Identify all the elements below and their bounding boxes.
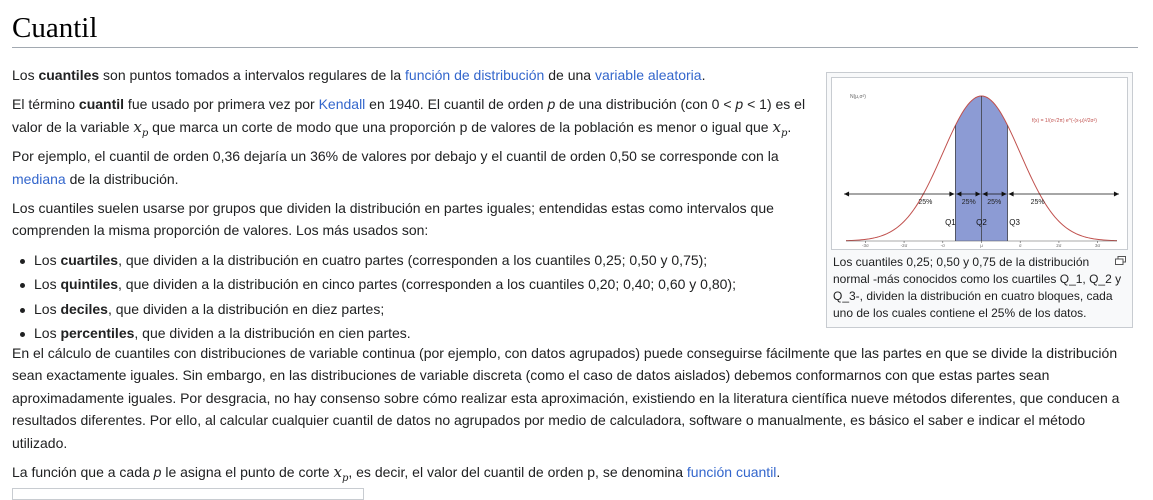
list-item: Los percentiles, que dividen a la distribución en cien partes. bbox=[34, 322, 812, 344]
tick-label: -σ bbox=[940, 243, 945, 248]
math-xp: $x_p$ bbox=[133, 117, 149, 139]
list-item: Los quintiles, que dividen a la distribución en cinco partes (corresponden a los cuantiles 0,20; 0,40; 0,60 y 0,80); bbox=[34, 273, 812, 295]
figure-thumbnail bbox=[826, 72, 1133, 328]
math-xp: $x_p$ bbox=[772, 117, 788, 139]
quartile-label: Q2 bbox=[976, 218, 987, 227]
paragraph-quantile-function: La función que a cada p le asigna el punto de corte $x_p$, es decir, el valor del cuantil de orden p, se denomina función cuantil. bbox=[12, 463, 781, 485]
tick-label: -3σ bbox=[861, 243, 869, 248]
tick-label: σ bbox=[1018, 243, 1022, 248]
percent-label: 25% bbox=[987, 199, 1002, 206]
math-xp: $x_p$ bbox=[333, 463, 349, 485]
table-of-contents-edge bbox=[12, 488, 364, 500]
tick-label: μ bbox=[980, 243, 983, 248]
enlarge-icon[interactable] bbox=[1115, 256, 1126, 265]
tick-label: 2σ bbox=[1056, 243, 1062, 248]
paragraph-intro: Los cuantiles son puntos tomados a intervalos regulares de la función de distribución de una variable aleatoria. bbox=[12, 67, 706, 83]
quartile-label: Q1 bbox=[945, 218, 956, 227]
link-funcion-cuantil[interactable]: función cuantil bbox=[686, 464, 777, 481]
title-divider bbox=[12, 47, 1138, 48]
list-item: Los cuartiles, que dividen a la distribución en cuatro partes (corresponden a los cuantiles 0,25; 0,50 y 0,75); bbox=[34, 249, 812, 271]
quantile-list bbox=[12, 249, 812, 345]
quartile-chart bbox=[832, 78, 1127, 249]
article-body-wide bbox=[12, 342, 1122, 497]
link-variable-aleatoria[interactable]: variable aleatoria bbox=[594, 67, 702, 83]
percent-label: 25% bbox=[918, 199, 933, 206]
figure-caption: Los cuantiles 0,25; 0,50 y 0,75 de la distribución normal -más conocidos como los cuartiles Q_1, Q_2 y Q_3-, dividen la distribución en cuatro bloques, cada uno de los cuales contiene el 25% de los datos. bbox=[833, 255, 1122, 320]
tick-label: -2σ bbox=[900, 243, 908, 248]
article-body bbox=[12, 64, 812, 350]
link-funcion-distribucion[interactable]: función de distribución bbox=[405, 67, 545, 83]
percent-label: 25% bbox=[961, 199, 976, 206]
normal-distribution-image[interactable] bbox=[831, 77, 1128, 250]
tick-label: 3σ bbox=[1095, 243, 1101, 248]
percent-label: 25% bbox=[1030, 199, 1045, 206]
dist-label: N(μ,σ²) bbox=[850, 94, 866, 100]
paragraph-definition: El término cuantil fue usado por primera vez por Kendall en 1940. El cuantil de orden p de una distribución (con 0 < p < 1) es el valor de la variable $x_p$ que marca un corte de modo que una proporción p de valores de la población es menor o igual que $x_p$. Por ejemplo, el cuantil de orden 0,36 dejaría un 36% de valores por debajo y el cuantil de orden 0,50 se corresponde con la mediana de la distribución. bbox=[12, 96, 806, 187]
paragraph-calculation: En el cálculo de cuantiles con distribuciones de variable continua (por ejemplo, con datos agrupados) puede conseguirse fácilmente que las partes en que se divide la distribución sean exactamente iguales. Sin embargo, en las distribuciones de variable discreta (como el caso de datos aislados) debemos conformarnos con que estas partes sean aproximadamente iguales. Por desgracia, no hay consenso sobre cómo realizar esta aproximación, existiendo en la literatura científica nueve métodos diferentes, que conducen a resultados diferentes. Por ello, al calcular cualquier cuantil de datos no agrupados por medio de calculadora, software o manualmente, es básico el saber e indicar el método utilizado. bbox=[12, 345, 1120, 451]
page-title: Cuantil bbox=[12, 12, 98, 44]
formula-label: f(x) = 1/(σ√2π) e^(-(x-μ)²/2σ²) bbox=[1032, 118, 1097, 124]
link-kendall[interactable]: Kendall bbox=[318, 96, 366, 113]
list-item: Los deciles, que dividen a la distribución en diez partes; bbox=[34, 298, 812, 320]
quartile-label: Q3 bbox=[1009, 218, 1020, 227]
link-mediana[interactable]: mediana bbox=[12, 170, 66, 187]
paragraph-groups: Los cuantiles suelen usarse por grupos que dividen la distribución en partes iguales; entendidas estas como intervalos que comprenden la misma proporción de valores. Los más usados son: bbox=[12, 200, 774, 239]
